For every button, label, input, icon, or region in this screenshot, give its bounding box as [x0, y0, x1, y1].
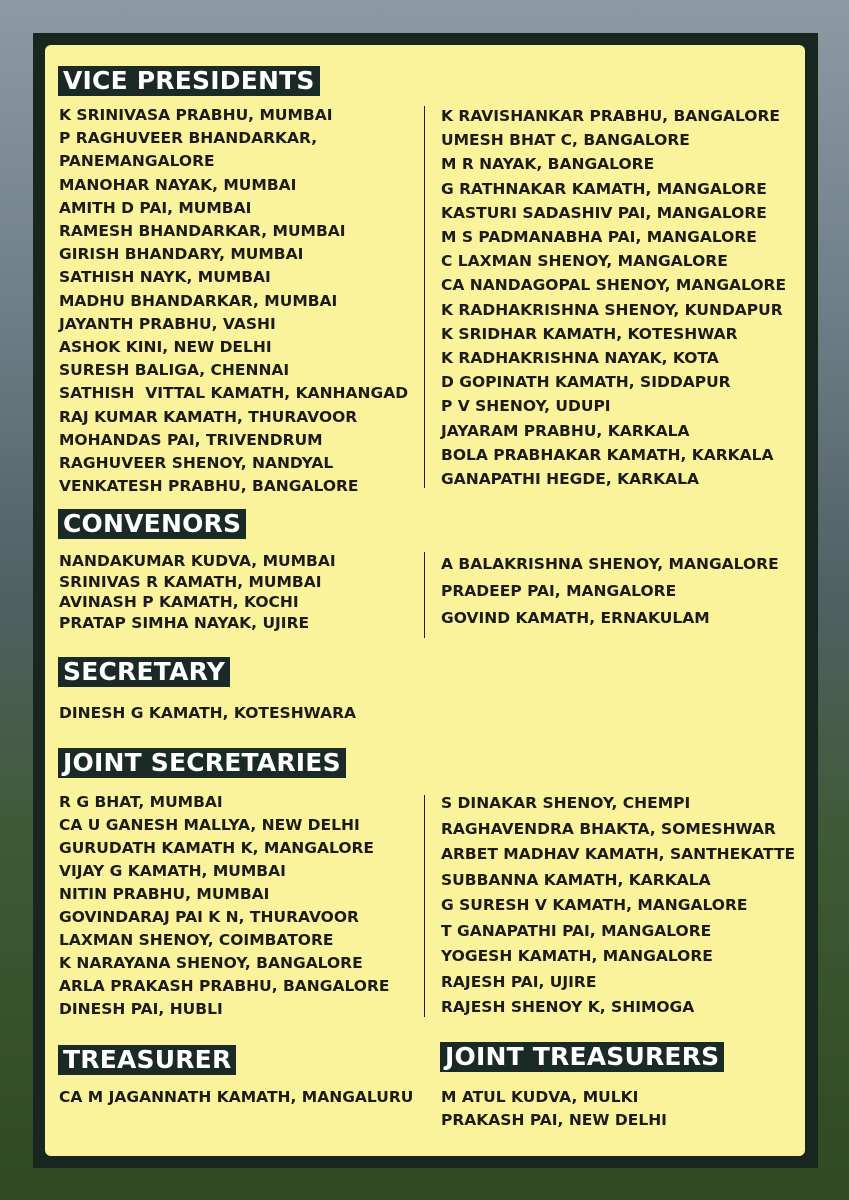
member-name: YOGESH KAMATH, MANGALORE — [441, 947, 713, 965]
secretary-heading: SECRETARY — [58, 657, 230, 687]
member-name: ASHOK KINI, NEW DELHI — [59, 338, 272, 357]
treasurer-list — [59, 1086, 413, 1109]
member-name: NANDAKUMAR KUDVA, MUMBAI — [59, 552, 336, 570]
member-name: G RATHNAKAR KAMATH, MANGALORE — [441, 179, 767, 198]
joint-secretaries-left-list — [59, 791, 390, 1021]
member-name: DINESH G KAMATH, KOTESHWARA — [59, 704, 357, 722]
member-name: RAJ KUMAR KAMATH, THURAVOOR — [59, 407, 358, 426]
member-name: K RADHAKRISHNA NAYAK, KOTA — [441, 349, 719, 368]
member-name: ARBET MADHAV KAMATH, SANTHEKATTE — [441, 845, 796, 863]
member-name: PRADEEP PAI, MANGALORE — [441, 582, 677, 600]
member-name: RAJESH SHENOY K, SHIMOGA — [441, 998, 695, 1016]
member-name: PRATAP SIMHA NAYAK, UJIRE — [59, 613, 310, 632]
convenors-right-list — [441, 551, 779, 632]
member-name: GOVINDARAJ PAI K N, THURAVOOR — [59, 908, 359, 926]
member-name: MANOHAR NAYAK, MUMBAI — [59, 175, 297, 194]
member-name: M R NAYAK, BANGALORE — [441, 155, 655, 174]
vice-presidents-divider — [424, 106, 425, 488]
member-name: MADHU BHANDARKAR, MUMBAI — [59, 291, 338, 310]
vice-presidents-left-list — [59, 104, 408, 498]
member-name: C LAXMAN SHENOY, MANGALORE — [441, 252, 728, 271]
joint-secretaries-right-list — [441, 791, 795, 1021]
convenors-left-list — [59, 551, 336, 633]
member-name: P RAGHUVEER BHANDARKAR, — [59, 129, 318, 148]
vice-presidents-right-list — [441, 104, 786, 491]
member-name: K SRIDHAR KAMATH, KOTESHWAR — [441, 324, 738, 343]
member-name: A BALAKRISHNA SHENOY, MANGALORE — [441, 555, 779, 573]
member-name: GIRISH BHANDARY, MUMBAI — [59, 245, 304, 264]
member-name: RAMESH BHANDARKAR, MUMBAI — [59, 222, 346, 241]
joint-treasurers-list — [441, 1086, 667, 1132]
member-name: UMESH BHAT C, BANGALORE — [441, 131, 690, 150]
member-name: AVINASH P KAMATH, KOCHI — [59, 593, 299, 612]
member-name: AMITH D PAI, MUMBAI — [59, 198, 252, 217]
member-name: DINESH PAI, HUBLI — [59, 1000, 223, 1018]
member-name: JAYANTH PRABHU, VASHI — [59, 314, 276, 333]
joint-secretaries-divider — [424, 795, 425, 1017]
member-name: CA U GANESH MALLYA, NEW DELHI — [59, 816, 360, 834]
member-name: PRAKASH PAI, NEW DELHI — [441, 1111, 667, 1130]
member-name: K NARAYANA SHENOY, BANGALORE — [59, 954, 363, 972]
member-name: ARLA PRAKASH PRABHU, BANGALORE — [59, 977, 390, 995]
member-name: M ATUL KUDVA, MULKI — [441, 1088, 639, 1106]
member-name: M S PADMANABHA PAI, MANGALORE — [441, 228, 757, 247]
member-name: VIJAY G KAMATH, MUMBAI — [59, 862, 286, 880]
member-name: P V SHENOY, UDUPI — [441, 397, 611, 416]
member-name: CA NANDAGOPAL SHENOY, MANGALORE — [441, 276, 787, 295]
member-name: MOHANDAS PAI, TRIVENDRUM — [59, 430, 323, 449]
member-name: RAGHAVENDRA BHAKTA, SOMESHWAR — [441, 819, 776, 838]
joint-treasurers-heading: JOINT TREASURERS — [440, 1042, 724, 1072]
member-name: PANEMANGALORE — [59, 152, 215, 171]
member-name: GOVIND KAMATH, ERNAKULAM — [441, 609, 710, 627]
member-name: R G BHAT, MUMBAI — [59, 793, 223, 811]
convenors-heading: CONVENORS — [58, 509, 246, 539]
vice-presidents-heading: VICE PRESIDENTS — [58, 66, 320, 96]
member-name: GANAPATHI HEGDE, KARKALA — [441, 470, 699, 489]
convenors-divider — [424, 552, 425, 638]
member-name: K SRINIVASA PRABHU, MUMBAI — [59, 106, 333, 124]
member-name: G SURESH V KAMATH, MANGALORE — [441, 896, 748, 914]
treasurer-heading: TREASURER — [58, 1045, 236, 1075]
secretary-list — [59, 702, 356, 725]
member-name: BOLA PRABHAKAR KAMATH, KARKALA — [441, 445, 774, 464]
member-name: RAJESH PAI, UJIRE — [441, 972, 597, 991]
member-name: LAXMAN SHENOY, COIMBATORE — [59, 931, 334, 949]
member-name: JAYARAM PRABHU, KARKALA — [441, 421, 690, 440]
member-name: KASTURI SADASHIV PAI, MANGALORE — [441, 203, 767, 222]
member-name: CA M JAGANNATH KAMATH, MANGALURU — [59, 1088, 414, 1106]
member-name: NITIN PRABHU, MUMBAI — [59, 885, 270, 903]
joint-secretaries-heading: JOINT SECRETARIES — [58, 748, 346, 778]
member-name: SURESH BALIGA, CHENNAI — [59, 361, 290, 380]
member-name: SATHISH NAYK, MUMBAI — [59, 268, 271, 287]
member-name: S DINAKAR SHENOY, CHEMPI — [441, 794, 691, 812]
member-name: D GOPINATH KAMATH, SIDDAPUR — [441, 373, 731, 392]
member-name: SATHISH VITTAL KAMATH, KANHANGAD — [59, 384, 409, 403]
member-name: SUBBANNA KAMATH, KARKALA — [441, 870, 711, 889]
member-name: RAGHUVEER SHENOY, NANDYAL — [59, 454, 334, 473]
member-name: K RAVISHANKAR PRABHU, BANGALORE — [441, 107, 780, 125]
member-name: SRINIVAS R KAMATH, MUMBAI — [59, 572, 322, 591]
member-name: T GANAPATHI PAI, MANGALORE — [441, 921, 712, 940]
member-name: GURUDATH KAMATH K, MANGALORE — [59, 839, 375, 857]
member-name: VENKATESH PRABHU, BANGALORE — [59, 477, 359, 496]
member-name: K RADHAKRISHNA SHENOY, KUNDAPUR — [441, 300, 783, 319]
